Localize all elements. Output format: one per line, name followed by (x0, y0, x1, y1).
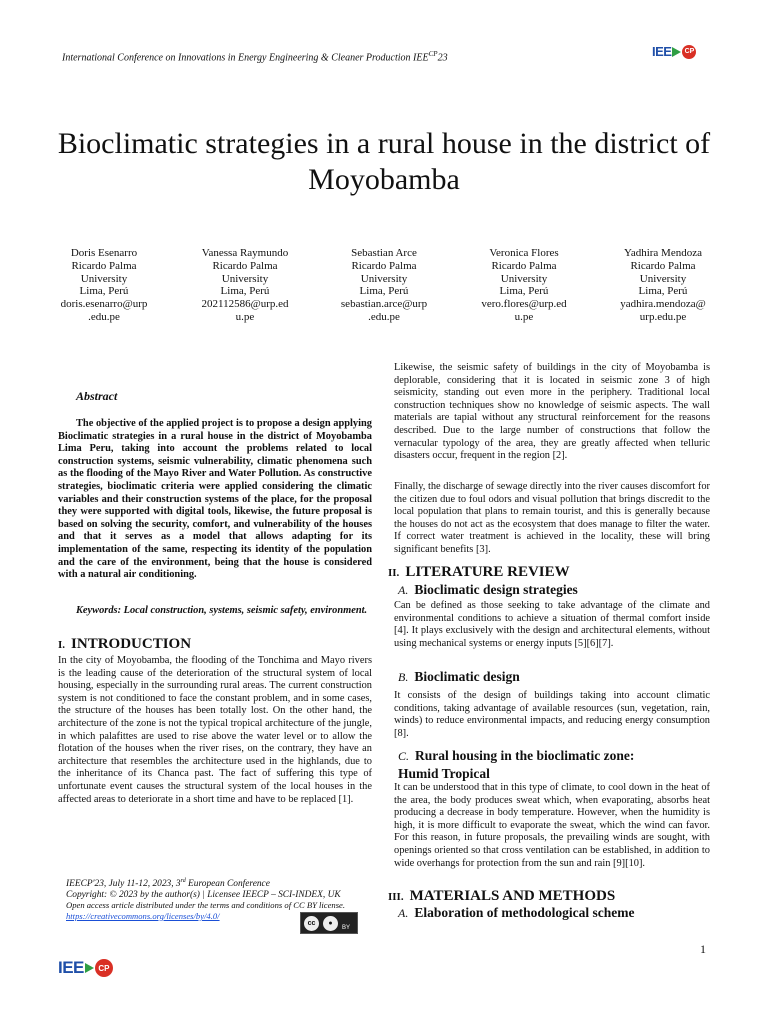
conference-year: 23 (437, 52, 448, 64)
subsection-methodological-scheme: A. Elaboration of methodological scheme (398, 905, 635, 920)
footer-copyright: IEECP'23, July 11-12, 2023, 3rd European Conference Copyright: © 2023 by the author(s) | Licensee IEECP – SCI-INDEX, UK Open access article distributed under the terms and conditions of CC BY license. https://creativecommons.org/licenses/by/4.0/ (66, 878, 346, 921)
cc-icon: cc (304, 916, 319, 931)
section-literature-review (388, 564, 704, 581)
conference-name: International Conference on Innovations in Energy Engineering & Cleaner Production IEE (62, 52, 429, 64)
author-3: Sebastian Arce Ricardo Palma University Lima, Perú sebastian.arce@urp .edu.pe (340, 247, 428, 323)
ieecp-logo-bottom: IEE CP (58, 958, 113, 978)
section-materials-methods (388, 888, 704, 905)
abstract-heading: Abstract (76, 389, 118, 403)
section-heading: INTRODUCTION (71, 636, 192, 652)
subsection-rural-housing: C. Rural housing in the bioclimatic zone: Humid Tropical (398, 748, 635, 781)
section-number: III. (388, 891, 404, 903)
page-number: 1 (700, 942, 706, 956)
logo-arrow-icon (672, 47, 681, 57)
sewage-paragraph: Finally, the discharge of sewage directly into the river causes discomfort for the citizen due to foul odors and visual pollution that brings discredit to the local population that plans to remain tourist, and this is generally because the houses do not act as the ecosystem that does manage to filter the water. If correct water treatment is achieved in the locality, these will bring significant benefits [3]. (394, 481, 710, 555)
logo-badge: CP (682, 45, 696, 59)
by-label: BY (342, 925, 351, 931)
strategies-text: Can be defined as those seeking to take advantage of the climate and environmental conditions to achieve a situation of thermal comfort inside [4]. It plays exclusively with the design and architectural elements, without using mechanical systems or energy inputs [5][6][7]. (394, 600, 710, 649)
seismic-paragraph: Likewise, the seismic safety of buildings in the city of Moyobamba is deplorable, considering that it is located in seismic zone 3 of high seismicity, standing out even more in the periphery. Traditional local construction techniques show no knowledge of seismic aspects. The wall materials are tapial without any structural reinforcement for the reasons described. Due to the large number of constructions that follow the vernacular typology of the area, they are greatly affected when telluric disasters occur, frequent in the region [2]. (394, 362, 710, 462)
person-icon: ● (323, 916, 338, 931)
conference-header (62, 50, 622, 63)
rural-housing-text: It can be understood that in this type of climate, to cool down in the heat of the area, the body produces sweat which, when evaporating, absorbs heat producing a decrease in body temperature. However, when the humidity is high, it is more difficult to evaporate the sweat, which the wind can favor. For this reason, in future proposals, the prevailing winds are sought, with openings oriented so that cross ventilation can be established, in addition to wide overhangs for protection from the sun and rain [9][10]. (394, 782, 710, 869)
author-1: Doris Esenarro Ricardo Palma University Lima, Perú doris.esenarro@urp .edu.pe (60, 247, 148, 323)
keywords: Keywords: Local construction, systems, seismic safety, environment. (76, 605, 368, 616)
introduction-text: In the city of Moyobamba, the flooding of the Tonchima and Mayo rivers is the leading cause of the deterioration of the structural system of local housing, especially in the surrounding rural areas. The current construction system is not conditioned to face the constant problem, and in some cases, the structure of the houses has been totally lost. On the other hand, the architecture of the zone is not the typical tropical architecture of the jungle, in which palafittes are used to rise above the water level or to allow the flotation of the houses when the river rises, on the contrary, they have an architecture that resembles the architecture used in the highlands, due to the inheritance of its Chanca past. The fact of suffering this type of unfortunate event causes the structural system of the local houses in the affected areas to deteriorate in a short time and have to be replaced [1]. (58, 655, 372, 805)
section-number: II. (388, 567, 400, 579)
section-introduction (58, 636, 372, 653)
design-text: It consists of the design of buildings taking into account climatic conditions, taking advantage of available resources (sun, vegetation, rain, winds) to reduce environmental impacts, and reducing energy consumption [8]. (394, 690, 710, 739)
ieecp-logo-top (652, 44, 696, 59)
author-2: Vanessa Raymundo Ricardo Palma University Lima, Perú 202112586@urp.ed u.pe (201, 247, 289, 323)
paper-title: Bioclimatic strategies in a rural house in the district of Moyobamba (57, 127, 711, 196)
license-link[interactable]: https://creativecommons.org/licenses/by/4.0/ (66, 910, 220, 921)
section-number: I. (58, 639, 66, 651)
section-heading: LITERATURE REVIEW (405, 564, 570, 580)
author-4: Veronica Flores Ricardo Palma University Lima, Perú vero.flores@urp.ed u.pe (481, 247, 567, 323)
conference-superscript: CP (428, 50, 438, 58)
section-heading: MATERIALS AND METHODS (409, 888, 616, 904)
abstract-text: The objective of the applied project is to propose a design applying Bioclimatic strategies in a rural house in the district of Moyobamba Lima Peru, taking into account the problems related to local construction systems, seismic vulnerability, climatic phenomena such as the flooding of the Mayo River and Water Pollution. As constructive strategies, bioclimatic criteria were applied considering the climatic variables and their construction systems of the place, for the proposal they were supported with digital tools, likewise, the future proposal is based on solving the security, comfort, and vulnerability of the houses and that it serves as a model that allows adapting for its implementation of the same, respecting its identity of the population and the care of the environment, being that the house is considered with a natural air conditioning. (58, 418, 372, 581)
cc-by-badge[interactable] (300, 912, 358, 934)
subsection-bioclimatic-design: B. Bioclimatic design (398, 669, 520, 684)
logo-arrow-icon (85, 963, 94, 973)
author-5: Yadhira Mendoza Ricardo Palma University Lima, Perú yadhira.mendoza@ urp.edu.pe (620, 247, 706, 323)
logo-text: IEE (652, 44, 672, 59)
subsection-bioclimatic-strategies: A. Bioclimatic design strategies (398, 582, 578, 597)
